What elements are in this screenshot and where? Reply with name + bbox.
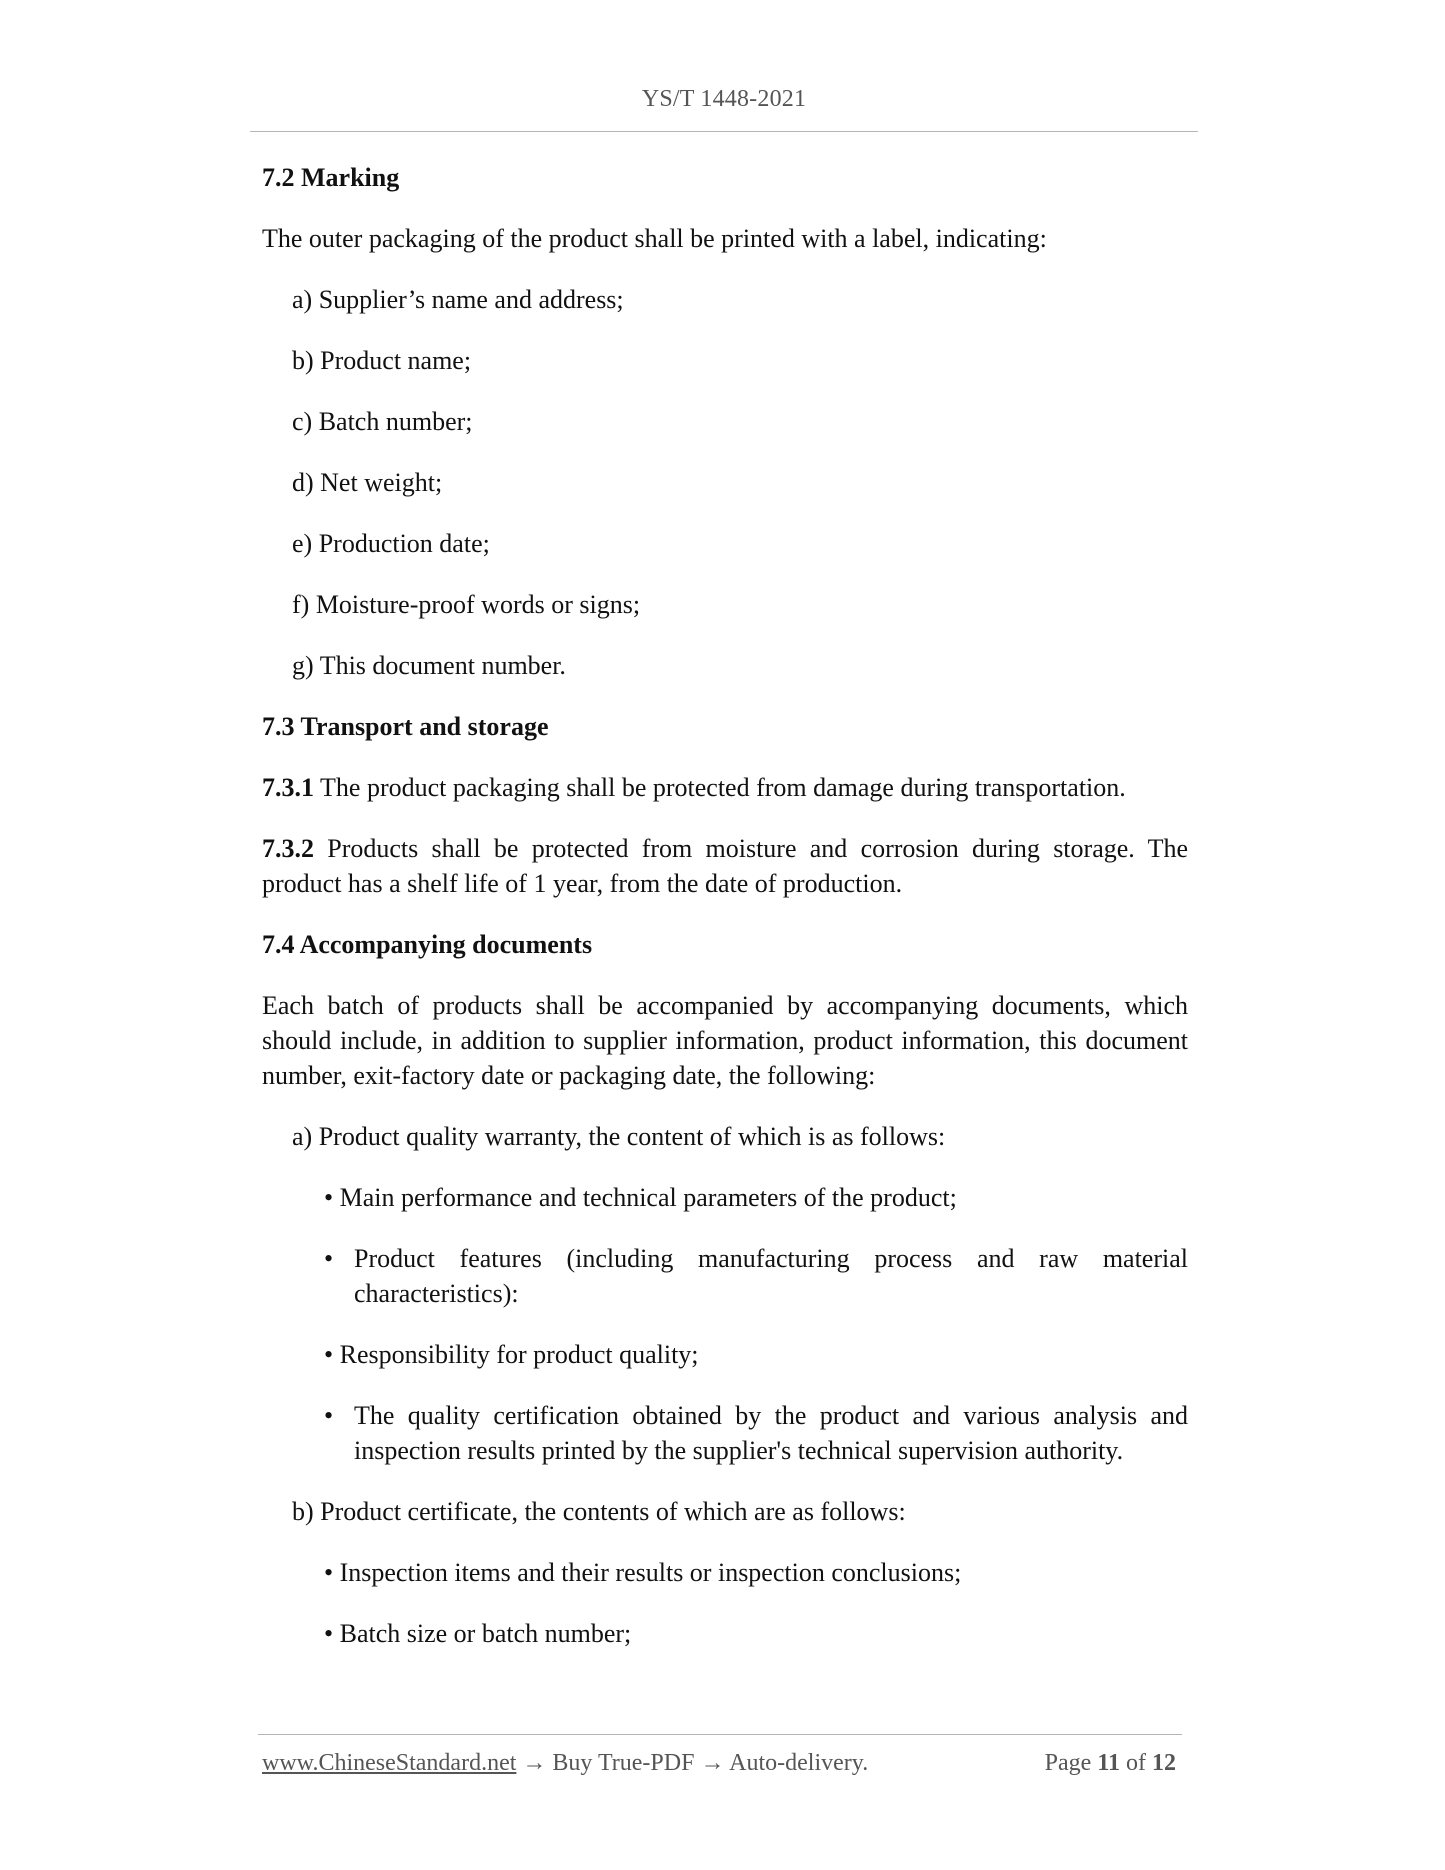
page-number	[1045, 1750, 1176, 1777]
bullet-item	[324, 1616, 1188, 1651]
bullet-item	[324, 1337, 1188, 1372]
list-item: g) This document number.	[292, 651, 566, 680]
bullet-item	[324, 1555, 1188, 1590]
bullet-item	[324, 1180, 1188, 1215]
page-label: Page	[1044, 1750, 1092, 1776]
section-heading-7-2: 7.2 Marking	[262, 163, 400, 192]
bullet-icon: •	[324, 1244, 334, 1273]
bullet-text: Product features (including manufacturing process and raw material characteristics):	[354, 1244, 1188, 1308]
clause-number: 7.3.2	[262, 834, 314, 863]
bullet-text: Responsibility for product quality;	[339, 1340, 699, 1369]
bullet-item	[324, 1398, 1188, 1468]
header-doc-id: YS/T 1448-2021	[641, 86, 807, 112]
section-7-4-intro: Each batch of products shall be accompanied by accompanying documents, which should include, in addition to supplier information, product information, this document number, exit-factory date or packaging date, the following:	[262, 991, 1188, 1090]
bullet-icon: •	[324, 1401, 334, 1430]
bullet-text: Batch size or batch number;	[339, 1619, 632, 1648]
clause-7-3-2	[262, 831, 1188, 901]
bullet-text: Inspection items and their results or inspection conclusions;	[339, 1558, 962, 1587]
arrow-right-icon: →	[700, 1750, 725, 1776]
footer	[262, 1750, 1182, 1777]
section-heading-7-3: 7.3 Transport and storage	[262, 712, 549, 741]
bullet-icon: •	[324, 1619, 334, 1648]
clause-text: The product packaging shall be protected from damage during transportation.	[314, 773, 1126, 802]
auto-delivery-text: Auto-delivery.	[724, 1750, 869, 1776]
page-current: 11	[1097, 1750, 1120, 1776]
of-label: of	[1126, 1750, 1146, 1776]
page-total: 12	[1152, 1750, 1176, 1776]
page-body	[262, 160, 1188, 1677]
list-item: a) Product quality warranty, the content of which is as follows:	[292, 1122, 946, 1151]
bullet-icon: •	[324, 1558, 334, 1587]
list-item: d) Net weight;	[292, 468, 443, 497]
section-7-2-intro: The outer packaging of the product shall be printed with a label, indicating:	[262, 224, 1047, 253]
section-heading-7-4: 7.4 Accompanying documents	[262, 930, 593, 959]
clause-7-3-1	[262, 770, 1188, 805]
clause-number: 7.3.1	[262, 773, 314, 802]
clause-text: Products shall be protected from moisture and corrosion during storage. The product has a shelf life of 1 year, from the date of production.	[262, 834, 1188, 898]
list-item: b) Product name;	[292, 346, 472, 375]
header-rule	[250, 131, 1198, 132]
list-item: e) Production date;	[292, 529, 490, 558]
bullet-item	[324, 1241, 1188, 1311]
buy-true-pdf-text: Buy True-PDF	[546, 1750, 701, 1776]
site-link[interactable]: www.ChineseStandard.net	[262, 1750, 517, 1776]
footer-rule	[258, 1734, 1182, 1735]
bullet-text: The quality certification obtained by the product and various analysis and inspection results printed by the supplier's technical supervision authority.	[354, 1401, 1188, 1465]
arrow-right-icon: →	[522, 1750, 547, 1776]
list-item: b) Product certificate, the contents of which are as follows:	[292, 1497, 906, 1526]
bullet-text: Main performance and technical parameters of the product;	[339, 1183, 957, 1212]
bullet-icon: •	[324, 1340, 334, 1369]
list-item: f) Moisture-proof words or signs;	[292, 590, 641, 619]
list-item: c) Batch number;	[292, 407, 473, 436]
list-item: a) Supplier’s name and address;	[292, 285, 624, 314]
bullet-icon: •	[324, 1183, 334, 1212]
